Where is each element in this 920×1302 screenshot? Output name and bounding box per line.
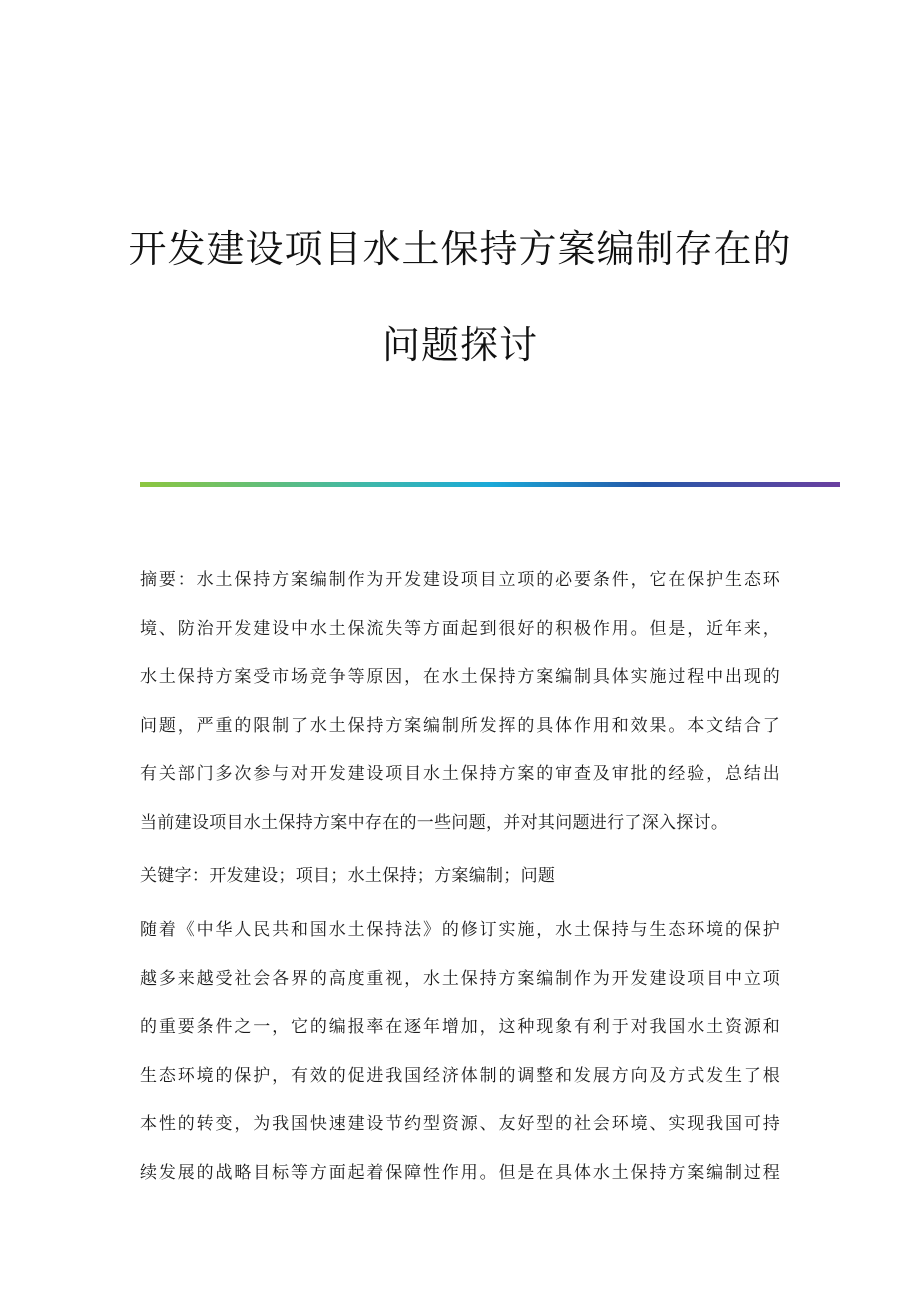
abstract-line: 摘要：水土保持方案编制作为开发建设项目立项的必要条件，它在保护生态环: [140, 570, 780, 590]
keywords-line: [140, 852, 780, 901]
document-title-line-2: 问题探讨: [381, 323, 538, 367]
body-line: 的重要条件之一，它的编报率在逐年增加，这种现象有利于对我国水土资源和: [140, 1017, 780, 1037]
body-line: 续发展的战略目标等方面起着保障性作用。但是在具体水土保持方案编制过程: [140, 1162, 780, 1183]
abstract-line: 有关部门多次参与对开发建设项目水土保持方案的审查及审批的经验，总结出: [140, 764, 780, 784]
body-line: 生态环境的保护，有效的促进我国经济体制的调整和发展方向及方式发生了根: [140, 1065, 780, 1086]
abstract-line: 境、防治开发建设中水土保流失等方面起到很好的积极作用。但是，近年来，: [140, 618, 780, 639]
abstract-line: 水土保持方案受市场竞争等原因，在水土保持方案编制具体实施过程中出现的: [140, 667, 780, 687]
title-divider: [140, 482, 840, 487]
document-title-line-1: 开发建设项目水土保持方案编制存在的: [128, 227, 792, 271]
body-line: 本性的转变，为我国快速建设节约型资源、友好型的社会环境、实现我国可持: [140, 1114, 780, 1134]
body-line: 随着《中华人民共和国水土保持法》的修订实施，水土保持与生态环境的保护: [140, 920, 780, 940]
body-paragraph: [140, 906, 780, 1197]
abstract-line: 问题，严重的限制了水土保持方案编制所发挥的具体作用和效果。本文结合了: [140, 715, 780, 736]
abstract-line: 当前建设项目水土保持方案中存在的一些问题，并对其问题进行了深入探讨。: [140, 812, 729, 833]
abstract-paragraph: [140, 556, 780, 847]
keywords-text: 关键字：开发建设；项目；水土保持；方案编制；问题: [140, 866, 556, 886]
body-line: 越多来越受社会各界的高度重视，水土保持方案编制作为开发建设项目中立项: [140, 968, 780, 989]
